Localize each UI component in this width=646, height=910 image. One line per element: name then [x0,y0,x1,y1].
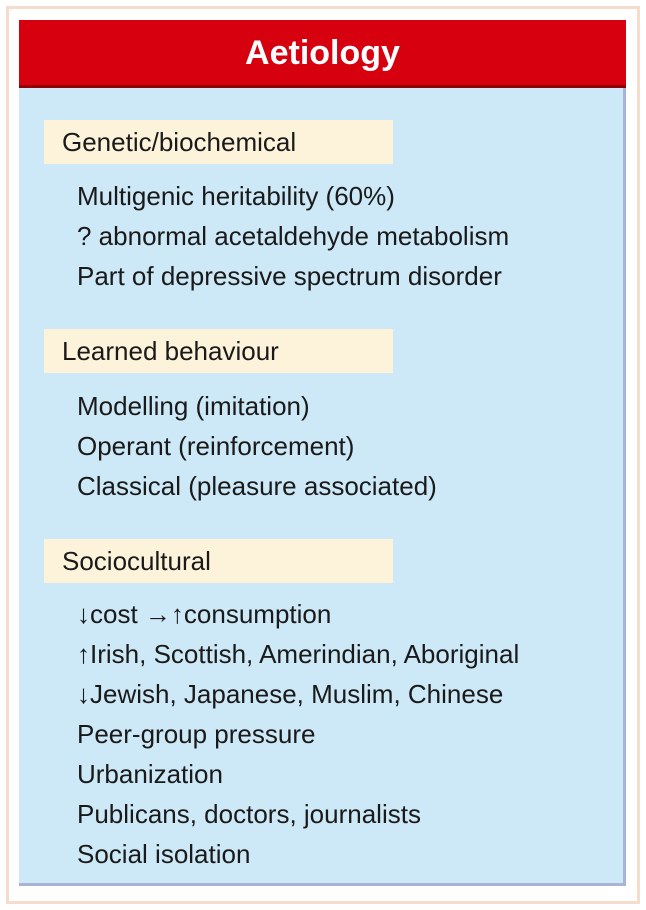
list-item: Classical (pleasure associated) [77,471,437,501]
list-item: Social isolation [77,839,251,869]
section-heading-sociocultural: Sociocultural [44,539,393,583]
list-item: Part of depressive spectrum disorder [77,261,502,291]
list-item: ↓cost →↑consumption [77,599,332,629]
list-item: Publicans, doctors, journalists [77,799,421,829]
section-heading-genetic: Genetic/biochemical [44,120,393,164]
list-item: Urbanization [77,759,223,789]
list-item: Peer-group pressure [77,719,316,749]
page-title: Aetiology [19,20,626,88]
list-item: ↑Irish, Scottish, Amerindian, Aboriginal [77,639,520,669]
list-item: Operant (reinforcement) [77,431,355,461]
list-item: ↓Jewish, Japanese, Muslim, Chinese [77,679,504,709]
section-heading-learned: Learned behaviour [44,329,393,373]
list-item: Multigenic heritability (60%) [77,181,395,211]
list-item: ? abnormal acetaldehyde metabolism [77,221,510,251]
list-item: Modelling (imitation) [77,391,310,421]
